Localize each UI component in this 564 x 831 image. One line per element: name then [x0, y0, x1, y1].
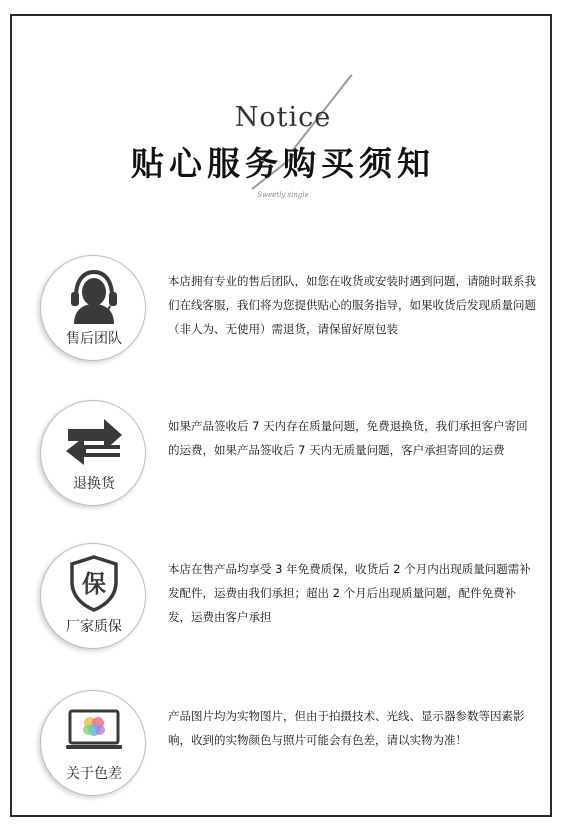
shield-bao-icon	[64, 554, 124, 612]
after-sales-description: 本店拥有专业的售后团队，如您在收货或安装时遇到问题，请随时联系我们在线客服，我们将为您提供贴心的服务指导，如果收货后发现质量问题（非人为、无使用）需退货，请保留好原包装	[168, 274, 536, 336]
return-exchange-description: 如果产品签收后 7 天内存在质量问题，免费退换货，我们承担客户寄回的运费，如果产品签收后 7 天内无质量问题，客户承担寄回的运费	[168, 419, 528, 457]
section-color-difference	[40, 690, 540, 806]
color-difference-badge	[40, 690, 146, 796]
section-after-sales	[40, 255, 540, 371]
notice-frame	[10, 14, 552, 817]
warranty-description: 本店在售产品均享受 3 年免费质保，收货后 2 个月内出现质量问题需补发配件，运费由我们承担；超出 2 个月后出现质量问题，配件免费补发，运费由客户承担	[168, 562, 531, 624]
exchange-arrows-icon	[64, 411, 124, 469]
after-sales-label: 售后团队	[66, 331, 122, 347]
color-difference-label: 关于色差	[66, 766, 122, 782]
page-title: 贴心服务购买须知	[131, 144, 435, 183]
notice-heading: Notice	[234, 102, 332, 133]
color-difference-description: 产品图片均为实物图片，但由于拍摄技术、光线、显示器参数等因素影响，收到的实物颜色与照片可能会有色差，请以实物为准！	[168, 709, 525, 747]
signature-text: Sweetly single	[257, 191, 309, 199]
warranty-label: 厂家质保	[66, 619, 122, 635]
warranty-badge	[40, 543, 146, 649]
headset-person-icon	[64, 266, 124, 324]
return-exchange-badge	[40, 400, 146, 506]
after-sales-badge	[40, 255, 146, 361]
section-return-exchange	[40, 400, 540, 516]
return-exchange-label: 退换货	[73, 476, 115, 492]
shield-glyph: 保	[82, 570, 106, 598]
monitor-color-icon	[64, 701, 124, 759]
section-warranty	[40, 543, 540, 659]
